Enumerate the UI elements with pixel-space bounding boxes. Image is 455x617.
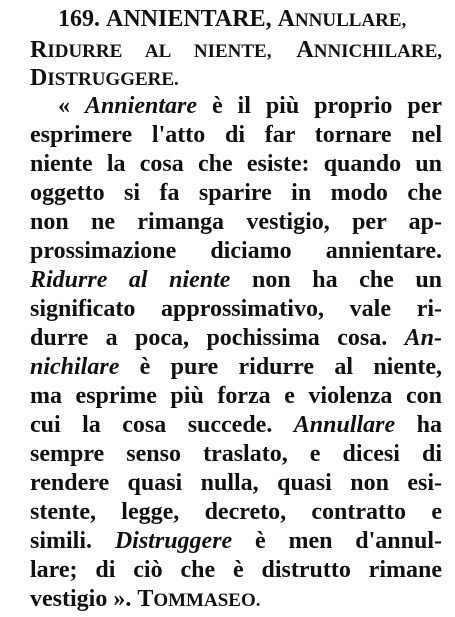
term-annichilare-end: nichilare [30,354,120,380]
term-annullare: Annullare [293,412,396,438]
body-line-12: cui la cosa succede. Annullare ha [30,412,442,438]
author-attribution: TOMMASEO. [137,586,261,612]
close-quote: ». [113,586,132,612]
term-annientare: Annientare [84,93,197,119]
body-line-2: esprimere l'atto di far tornare nel [30,122,442,148]
body-line-6: prossimazione diciamo annientare. [30,238,442,264]
open-quote: « [58,93,70,119]
body-line-17: lare; di ciò che è distrutto rimane [30,557,442,583]
term-annichilare-start: An- [404,325,442,351]
term-ridurre-al-niente: Ridurre al niente [30,267,231,293]
body-line-1: « Annientare è il più proprio per [58,93,442,119]
entry-heading-line-1 [58,4,442,35]
term-distruggere: Distruggere [114,528,233,554]
synonym-annichilare: ANNICHILARE, [296,37,442,63]
entry-number: 169. [58,6,100,32]
body-line-3: niente la cosa che esiste: quando un [30,151,442,177]
synonym-ridurre-al-niente: RIDURRE AL NIENTE, [30,37,272,63]
body-line-18: vestigio ». TOMMASEO. [30,586,261,612]
body-line-8: significato approssimativo, vale ri- [30,296,442,322]
body-line-13: sempre senso traslato, e dicesi di [30,441,442,467]
body-line-9: durre a poca, pochissima cosa. An- [30,325,442,351]
body-line-5: non ne rimanga vestigio, per ap- [30,209,442,235]
body-line-14: rendere quasi nulla, quasi non esi- [30,470,442,496]
entry-heading-line-2 [30,35,442,66]
body-line-15: stente, legge, decreto, contratto e [30,499,442,525]
synonym-distruggere: DISTRUGGERE. [30,65,179,91]
synonym-annullare: ANNULLARE, [277,6,407,32]
body-line-7: Ridurre al niente non ha che un [30,267,442,293]
body-line-4: oggetto si fa sparire in modo che [30,180,442,206]
entry-heading-line-3 [30,63,442,94]
body-line-11: ma esprime più forza e violenza con [30,383,442,409]
entry-headword: ANNIENTARE, [106,6,272,32]
body-line-10: nichilare è pure ridurre al niente, [30,354,442,380]
body-line-16: simili. Distruggere è men d'annul- [30,528,442,554]
